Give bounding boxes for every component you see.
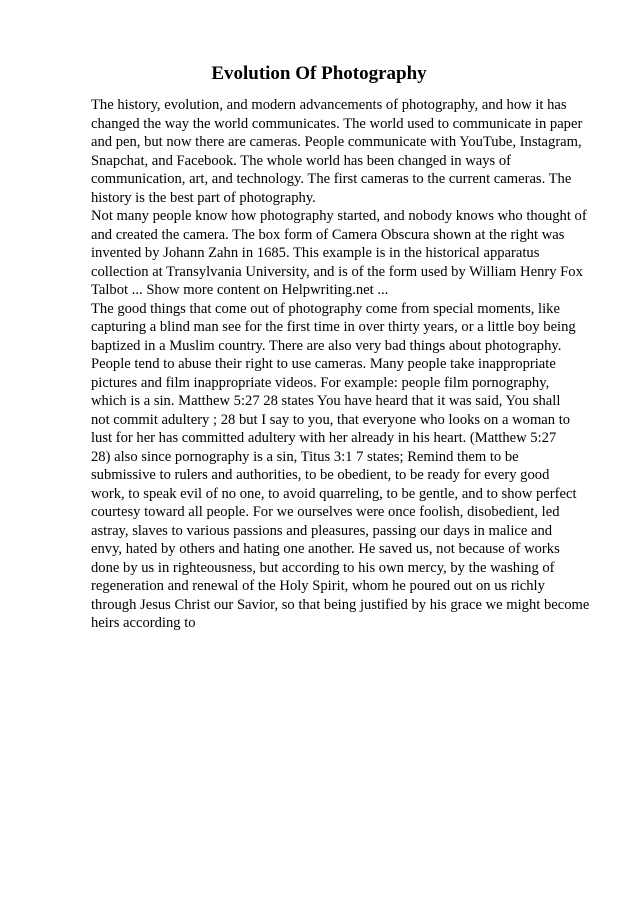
body-text-line: People tend to abuse their right to use cameras. Many people take inappropriate	[91, 356, 556, 372]
body-text-line: 28) also since pornography is a sin, Titus 3:1 7 states; Remind them to be	[91, 448, 519, 465]
body-text-line: regeneration and renewal of the Holy Spirit, whom he poured out on us richly	[91, 578, 545, 594]
body-text-line: The good things that come out of photography come from special moments, like	[91, 300, 560, 317]
body-text-line: through Jesus Christ our Savior, so that being justified by his grace we might become	[91, 596, 590, 613]
body-text-line: work, to speak evil of no one, to avoid quarreling, to be gentle, and to show perfect	[91, 485, 577, 502]
body-text-line: Snapchat, and Facebook. The whole world has been changed in ways of	[91, 152, 511, 169]
body-text-line: Not many people know how photography started, and nobody knows who thought of	[91, 208, 587, 224]
page-title: Evolution Of Photography	[211, 63, 427, 84]
body-text-line: heirs according to	[91, 615, 196, 631]
body-text-line: baptized in a Muslim country. There are also very bad things about photography.	[91, 337, 562, 354]
body-text-line: Talbot ... Show more content on Helpwriting.net ...	[91, 282, 389, 298]
body-text-line: done by us in righteousness, but according to his own mercy, by the washing of	[91, 559, 555, 576]
body-text-line: communication, art, and technology. The first cameras to the current cameras. The	[91, 171, 572, 187]
body-text-line: envy, hated by others and hating one another. He saved us, not because of works	[91, 541, 560, 557]
body-text-line: pictures and film inappropriate videos. For example: people film pornography,	[91, 374, 550, 391]
body-text-line: not commit adultery ; 28 but I say to you, that everyone who looks on a woman to	[91, 411, 571, 428]
body-text-line: courtesy toward all people. For we ourselves were once foolish, disobedient, led	[91, 504, 560, 520]
body-text-line: invented by Johann Zahn in 1685. This example is in the historical apparatus	[91, 245, 540, 261]
body-text-line: and pen, but now there are cameras. People communicate with YouTube, Instagram,	[91, 134, 582, 150]
body-text-line: which is a sin. Matthew 5:27 28 states You have heard that it was said, You shall	[91, 393, 561, 409]
body-text-line: lust for her has committed adultery with her already in his heart. (Matthew 5:27	[91, 430, 557, 446]
document-body	[91, 96, 591, 633]
body-text-line: and created the camera. The box form of Camera Obscura shown at the right was	[91, 226, 565, 243]
body-text-line: collection at Transylvania University, and is of the form used by William Henry Fox	[91, 263, 583, 280]
body-text-line: The history, evolution, and modern advancements of photography, and how it has	[91, 97, 567, 113]
body-text-line: submissive to rulers and authorities, to be obedient, to be ready for every good	[91, 467, 550, 483]
body-text-line: capturing a blind man see for the first time in over thirty years, or a little boy being	[91, 319, 576, 335]
body-text-line: astray, slaves to various passions and pleasures, passing our days in malice and	[91, 522, 553, 539]
body-text-line: changed the way the world communicates. The world used to communicate in paper	[91, 115, 583, 132]
body-text-line: history is the best part of photography.	[91, 189, 316, 206]
